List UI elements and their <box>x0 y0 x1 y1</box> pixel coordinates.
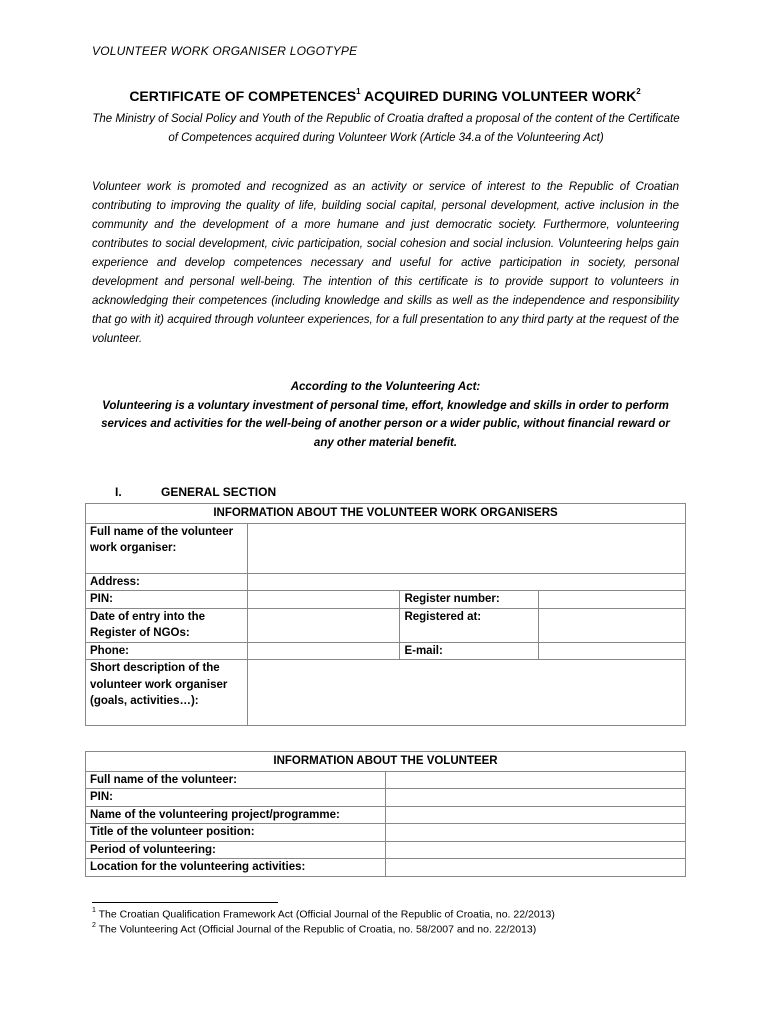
intro-paragraph: Volunteer work is promoted and recognized as an activity or service of interest to the Republic of Croatian contributing to improving the quality of life, building social capital, personal development, active inclusion in the community and the development of a more humane and just democratic society. Furthermore, volunteering contributes to social development, civic participation, social cohesion and social inclusion. Volunteering helps gain experience and develop competences necessary and useful for active participation in society, personal development and personal well-being. The intention of this certificate is to provide support to volunteers in acknowledging their competences (including knowledge and skills as well as the independence and responsibility that go with it) acquired through volunteer experiences, for a full presentation to any third party at the request of the volunteer. <box>92 181 679 345</box>
registered-at-label: Registered at: <box>400 608 539 642</box>
pin-label: PIN: <box>86 591 248 609</box>
project-name-field[interactable] <box>385 806 685 824</box>
pin-field[interactable] <box>247 591 400 609</box>
volunteer-pin-field[interactable] <box>385 789 685 807</box>
short-description-label: Short description of the volunteer work organiser (goals, activities…): <box>86 660 248 726</box>
title-text: CERTIFICATE OF COMPETENCES <box>129 88 357 104</box>
title-text-2: ACQUIRED DURING VOLUNTEER WORK <box>360 88 637 104</box>
act-definition: Volunteering is a voluntary investment of personal time, effort, knowledge and skills in order to perform services and activities for the well-being of another person or a wider public, without financial reward or any other material benefit. <box>101 399 670 449</box>
location-field[interactable] <box>385 859 685 877</box>
organiser-logotype-placeholder: VOLUNTEER WORK ORGANISER LOGOTYPE <box>92 44 358 58</box>
phone-field[interactable] <box>247 642 400 660</box>
date-of-entry-line-1 <box>90 609 243 626</box>
register-number-field[interactable] <box>539 591 686 609</box>
footnote-1-text: The Croatian Qualification Framework Act (Official Journal of the Republic of Croatia, no. 22/2013) <box>95 908 555 921</box>
email-label: E-mail: <box>400 642 539 660</box>
full-name-label: Full name of the volunteer work organiser: <box>86 523 248 573</box>
period-field[interactable] <box>385 841 685 859</box>
address-label: Address: <box>86 573 248 591</box>
volunteer-name-field[interactable] <box>385 771 685 789</box>
title-footnote-2: 2 <box>636 87 641 97</box>
register-number-label: Register number: <box>400 591 539 609</box>
footnote-1 <box>92 908 555 921</box>
act-heading: According to the Volunteering Act: <box>290 381 481 393</box>
location-label: Location for the volunteering activities: <box>86 859 386 877</box>
footnote-divider <box>92 902 278 903</box>
organiser-info-table <box>85 503 686 726</box>
document-subtitle: The Ministry of Social Policy and Youth of the Republic of Croatia drafted a proposal of the content of the Certificate of Competences acquired during Volunteer Work (Article 34.a of the Volunteering Act) <box>92 113 680 144</box>
section-number: I. <box>115 485 122 499</box>
volunteer-pin-label: PIN: <box>86 789 386 807</box>
project-name-label: Name of the volunteering project/programme: <box>86 806 386 824</box>
email-field[interactable] <box>539 642 686 660</box>
volunteer-name-label: Full name of the volunteer: <box>86 771 386 789</box>
phone-label: Phone: <box>86 642 248 660</box>
footnote-2-mark: 2 <box>92 922 96 929</box>
document-title <box>0 88 770 104</box>
section-title: GENERAL SECTION <box>161 485 277 499</box>
date-of-entry-field[interactable] <box>247 608 400 642</box>
footnote-1-mark: 1 <box>92 907 96 914</box>
position-title-label: Title of the volunteer position: <box>86 824 386 842</box>
period-label: Period of volunteering: <box>86 841 386 859</box>
position-title-field[interactable] <box>385 824 685 842</box>
registered-at-field[interactable] <box>539 608 686 642</box>
full-name-field[interactable] <box>247 523 685 573</box>
volunteer-table-header: INFORMATION ABOUT THE VOLUNTEER <box>86 752 686 772</box>
act-quote <box>92 378 679 452</box>
title-footnote-1: 1 <box>356 87 361 97</box>
date-of-entry-text-1: Date of entry into the <box>90 610 206 623</box>
footnote-2-text: The Volunteering Act (Official Journal of the Republic of Croatia, no. 58/2007 and no. 22/2013) <box>95 923 537 936</box>
short-description-field[interactable] <box>247 660 685 726</box>
organiser-table-header: INFORMATION ABOUT THE VOLUNTEER WORK ORGANISERS <box>86 504 686 524</box>
address-field[interactable] <box>247 573 685 591</box>
date-of-entry-line-2: Register of NGOs: <box>90 627 190 639</box>
date-of-entry-label <box>86 608 248 642</box>
volunteer-info-table <box>85 751 686 877</box>
footnote-2 <box>92 923 536 936</box>
